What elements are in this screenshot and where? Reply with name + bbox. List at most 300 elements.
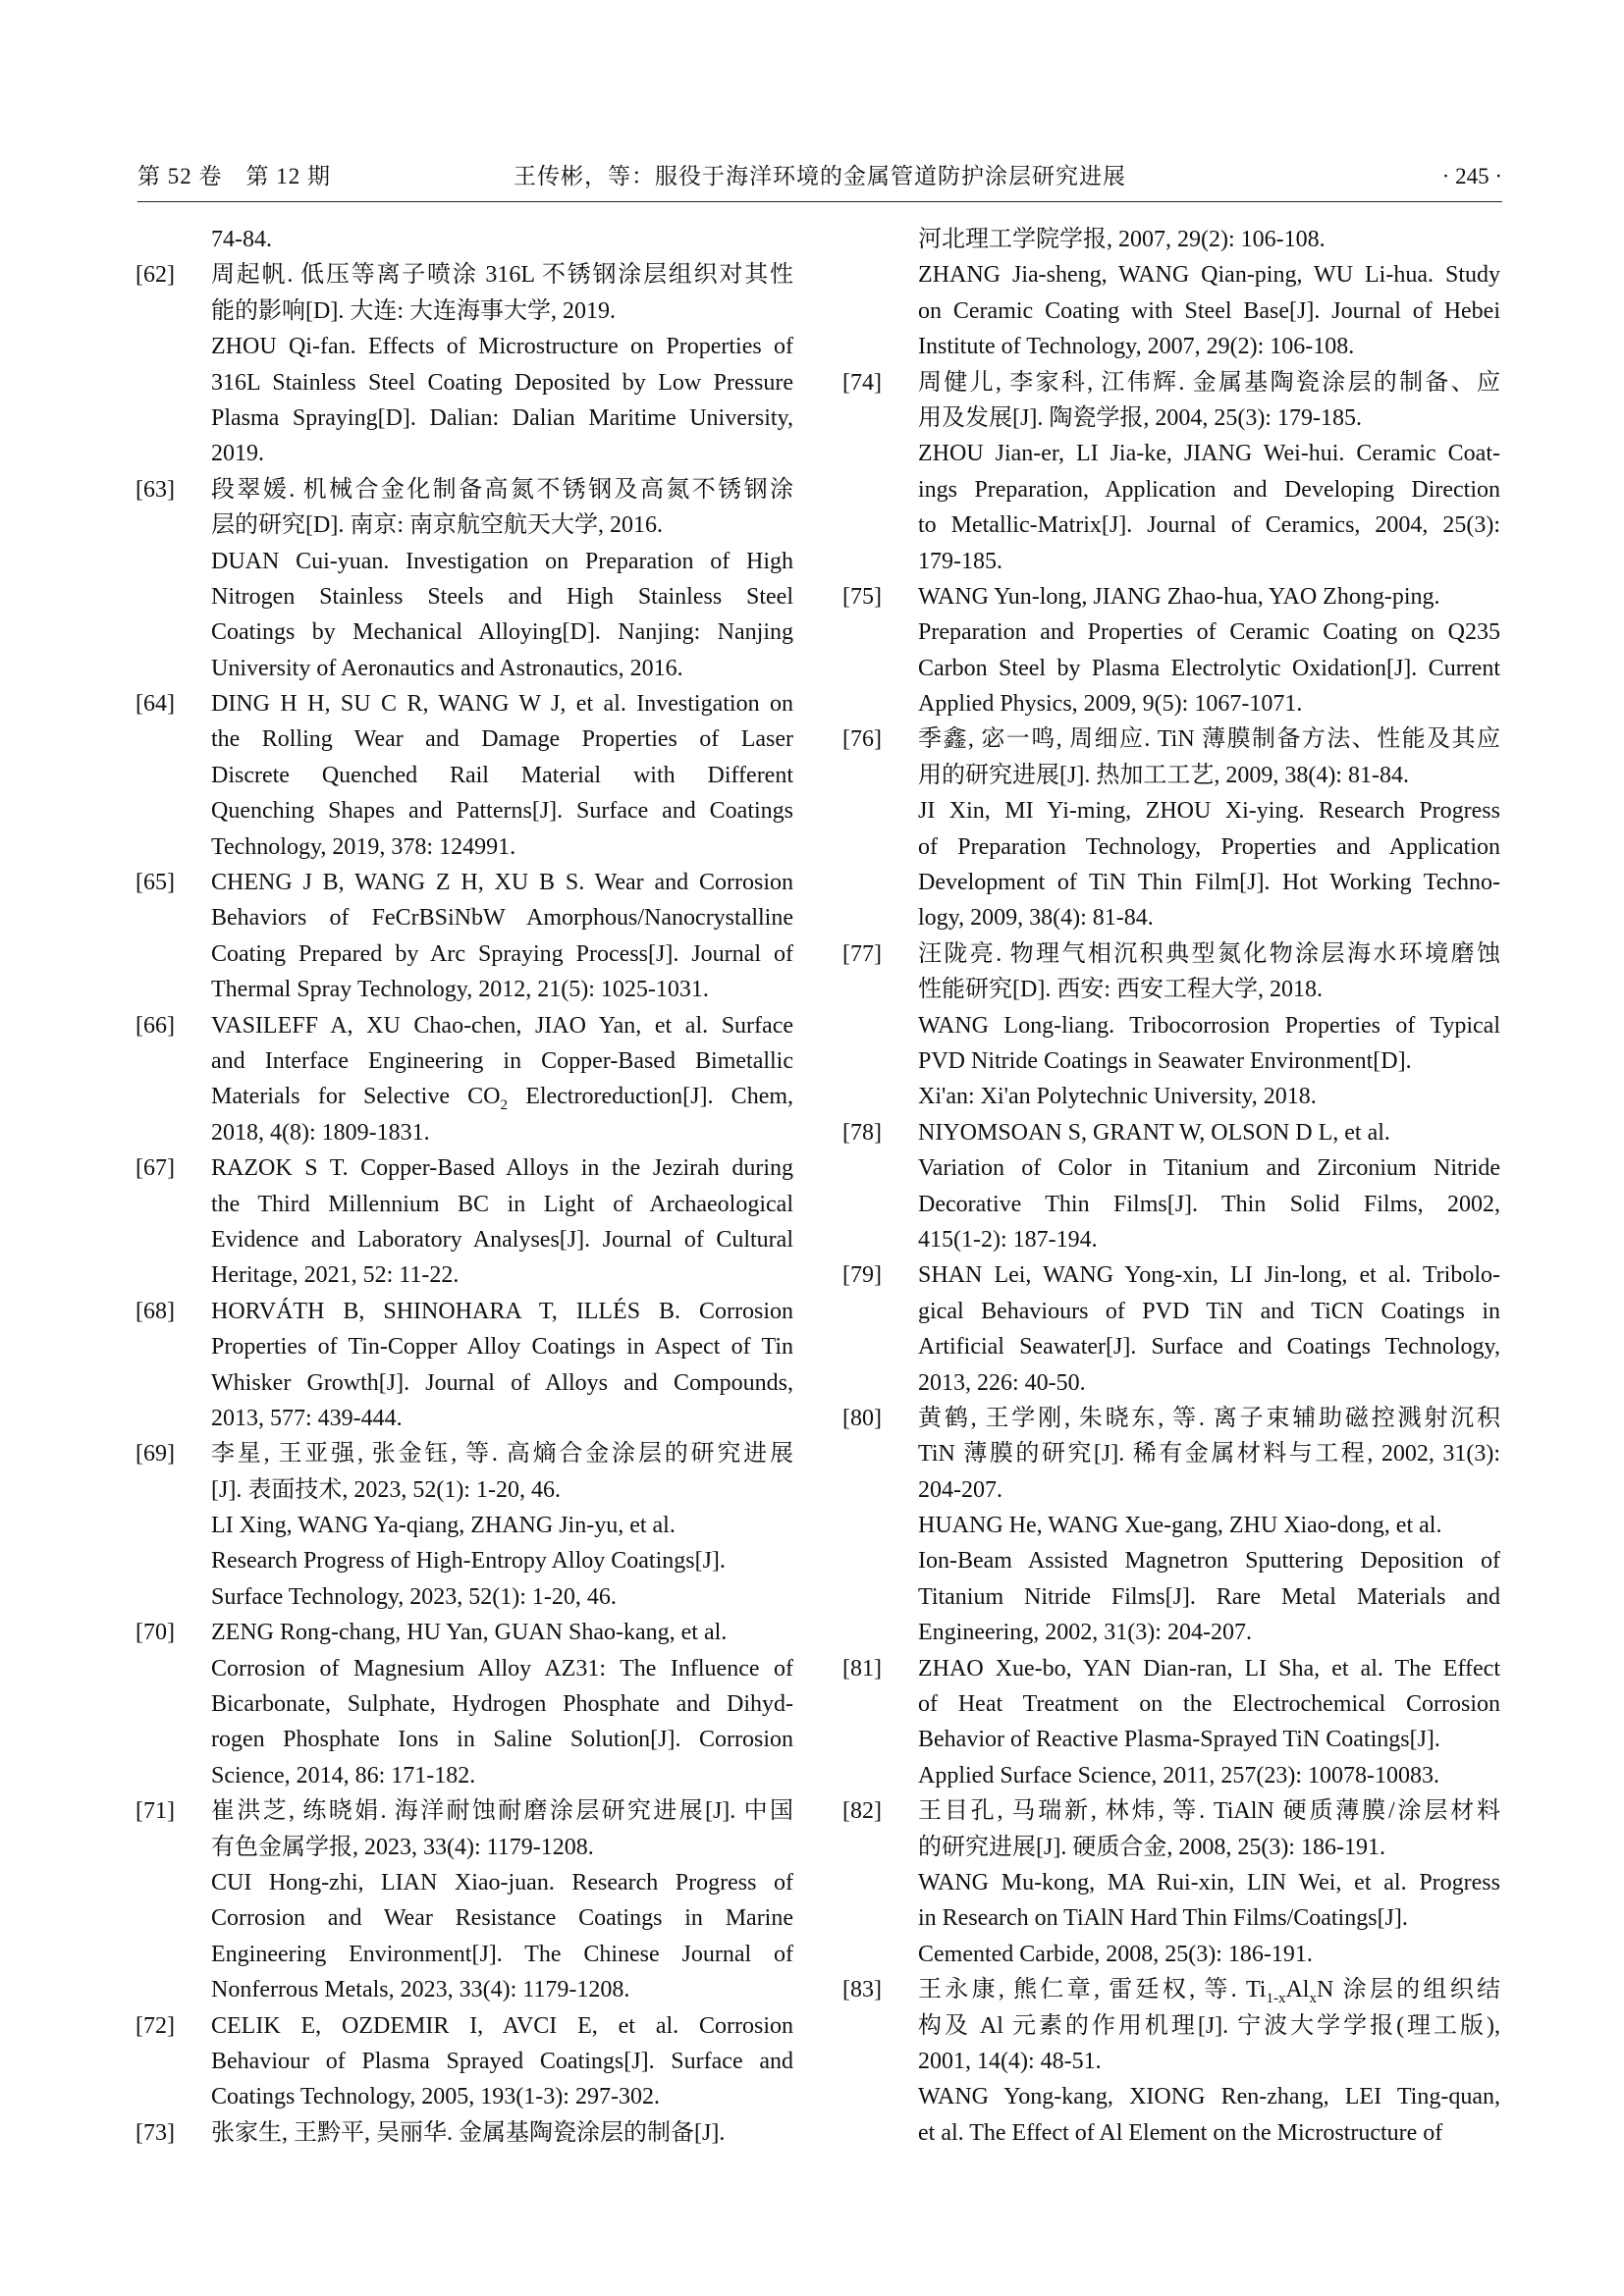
reference-line <box>842 1579 1500 1615</box>
reference-text-run: Discrete Quenched Rail Material with Different <box>211 762 793 788</box>
reference-text <box>918 579 1500 614</box>
reference-line <box>842 651 1500 686</box>
reference-text <box>211 365 793 400</box>
reference-line <box>842 936 1500 972</box>
reference-text <box>918 900 1500 935</box>
reference-line <box>135 1972 793 2007</box>
reference-text <box>211 1579 793 1615</box>
reference-text <box>211 1365 793 1401</box>
reference-text <box>211 507 793 543</box>
reference-text <box>211 972 793 1007</box>
reference-text-run: 李星, 王亚强, 张金钰, 等. 高熵合金涂层的研究进展 <box>211 1441 793 1468</box>
reference-line <box>135 400 793 436</box>
reference-text <box>918 865 1500 900</box>
reference-line <box>842 1900 1500 1936</box>
reference-text <box>211 579 793 614</box>
reference-line <box>135 1508 793 1543</box>
reference-text <box>918 1187 1500 1222</box>
reference-text <box>918 2044 1500 2079</box>
reference-text <box>918 2115 1500 2151</box>
reference-text-run: JI Xin, MI Yi-ming, ZHOU Xi-ying. Research Progress <box>918 798 1500 825</box>
reference-text-run: the Third Millennium BC in Light of Archaeological <box>211 1191 793 1217</box>
reference-text-run: Applied Surface Science, 2011, 257(23): 10078-10083. <box>918 1762 1439 1789</box>
reference-text-run: HUANG He, WANG Xue-gang, ZHU Xiao-dong, et al. <box>918 1513 1442 1539</box>
reference-line <box>135 2115 793 2151</box>
reference-text <box>211 829 793 865</box>
reference-text-run: TiN 薄膜的研究[J]. 稀有金属材料与工程, 2002, 31(3): <box>918 1441 1500 1468</box>
reference-text <box>918 365 1500 400</box>
reference-text <box>918 1508 1500 1543</box>
reference-text-run: Properties of Tin-Copper Alloy Coatings in Aspect of Tin <box>211 1334 793 1361</box>
reference-text <box>211 1722 793 1757</box>
reference-text <box>211 1686 793 1722</box>
reference-number: [77] <box>842 940 882 967</box>
reference-line <box>842 1722 1500 1757</box>
reference-text-run: HORVÁTH B, SHINOHARA T, ILLÉS B. Corrosion <box>211 1298 793 1324</box>
reference-text <box>918 1365 1500 1401</box>
reference-text-run: 有色金属学报, 2023, 33(4): 1179-1208. <box>211 1834 594 1860</box>
reference-text <box>918 758 1500 793</box>
reference-text <box>211 436 793 471</box>
reference-text <box>211 294 793 329</box>
reference-line <box>135 651 793 686</box>
reference-text <box>918 1686 1500 1722</box>
reference-number: [68] <box>135 1298 175 1324</box>
reference-text-run: 张家生, 王黔平, 吴丽华. 金属基陶瓷涂层的制备[J]. <box>211 2119 726 2146</box>
reference-line <box>842 544 1500 579</box>
reference-text-run: CELIK E, OZDEMIR I, AVCI E, et al. Corrosion <box>211 2012 793 2039</box>
reference-number: [71] <box>135 1798 175 1825</box>
reference-text <box>211 1115 793 1150</box>
reference-line <box>135 1472 793 1508</box>
reference-text-run: 用的研究进展[J]. 热加工工艺, 2009, 38(4): 81-84. <box>918 762 1409 788</box>
reference-text <box>211 1222 793 1257</box>
reference-text-run: Science, 2014, 86: 171-182. <box>211 1762 476 1789</box>
reference-text-run: Bicarbonate, Sulphate, Hydrogen Phosphate and Dihyd- <box>211 1691 793 1718</box>
reference-line <box>135 1651 793 1686</box>
reference-text-run: 黄鹤, 王学刚, 朱晓东, 等. 离子束辅助磁控溅射沉积 <box>918 1405 1500 1431</box>
reference-text <box>211 1187 793 1222</box>
reference-text <box>211 1615 793 1650</box>
reference-text <box>211 1436 793 1471</box>
reference-text-run: Titanium Nitride Films[J]. Rare Metal Materials and <box>918 1583 1500 1610</box>
reference-line <box>135 1329 793 1364</box>
reference-text <box>918 1436 1500 1471</box>
reference-text <box>918 329 1500 364</box>
reference-text <box>918 1008 1500 1043</box>
reference-text-run: Surface Technology, 2023, 52(1): 1-20, 46. <box>211 1583 617 1610</box>
reference-line <box>135 936 793 972</box>
reference-text <box>211 1294 793 1329</box>
reference-text-run: Engineering Environment[J]. The Chinese Journal of <box>211 1941 793 1967</box>
reference-line <box>842 294 1500 329</box>
reference-text <box>211 1900 793 1936</box>
reference-text <box>918 1793 1500 1829</box>
reference-text-run: 性能研究[D]. 西安: 西安工程大学, 2018. <box>918 977 1323 1003</box>
reference-number: [72] <box>135 2012 175 2039</box>
references-left-column <box>135 222 793 2151</box>
reference-text-run: Electroreduction[J]. Chem, <box>508 1084 793 1110</box>
reference-line <box>135 436 793 471</box>
reference-text <box>918 1115 1500 1150</box>
reference-text <box>211 329 793 364</box>
reference-line <box>842 1294 1500 1329</box>
reference-text-run: VASILEFF A, XU Chao-chen, JIAO Yan, et al. Surface <box>211 1012 793 1039</box>
reference-text-run: Institute of Technology, 2007, 29(2): 106-108. <box>918 334 1355 360</box>
reference-text <box>211 1543 793 1578</box>
reference-line <box>135 1043 793 1079</box>
reference-text <box>211 1257 793 1293</box>
reference-line <box>135 1793 793 1829</box>
reference-line <box>135 1758 793 1793</box>
reference-line <box>135 365 793 400</box>
reference-text-run: WANG Yong-kang, XIONG Ren-zhang, LEI Ting-quan, <box>918 2084 1500 2110</box>
reference-line <box>135 1294 793 1329</box>
reference-line <box>842 1043 1500 1079</box>
reference-text-run: the Rolling Wear and Damage Properties of Laser <box>211 726 793 753</box>
reference-text <box>211 1865 793 1900</box>
reference-line <box>842 1508 1500 1543</box>
reference-line <box>135 1257 793 1293</box>
reference-number: [67] <box>135 1155 175 1182</box>
reference-line <box>842 900 1500 935</box>
reference-line <box>135 2008 793 2044</box>
reference-text-run: Applied Physics, 2009, 9(5): 1067-1071. <box>918 691 1303 718</box>
reference-line <box>135 793 793 828</box>
reference-text-run: gical Behaviours of PVD TiN and TiCN Coatings in <box>918 1298 1500 1324</box>
reference-line <box>842 1079 1500 1114</box>
reference-text <box>918 972 1500 1007</box>
reference-text <box>918 1937 1500 1972</box>
reference-line <box>842 579 1500 614</box>
reference-line <box>842 1257 1500 1293</box>
reference-text <box>211 1401 793 1436</box>
reference-line <box>842 793 1500 828</box>
reference-text-run: Nitrogen Stainless Steels and High Stainless Steel <box>211 583 793 610</box>
reference-text-run: NIYOMSOAN S, GRANT W, OLSON D L, et al. <box>918 1119 1390 1146</box>
reference-text-run: 崔洪芝, 练晓娟. 海洋耐蚀耐磨涂层研究进展[J]. 中国 <box>211 1798 793 1825</box>
reference-line <box>842 1365 1500 1401</box>
reference-text-run: 季鑫, 宓一鸣, 周细应. TiN 薄膜制备方法、性能及其应 <box>918 726 1500 753</box>
references-right-column <box>842 222 1500 2151</box>
reference-number: [81] <box>842 1655 882 1682</box>
reference-text <box>211 400 793 436</box>
reference-line <box>842 1329 1500 1364</box>
reference-text <box>211 758 793 793</box>
reference-text-run: Behaviour of Plasma Sprayed Coatings[J]. Surface and <box>211 2048 793 2074</box>
reference-number: [78] <box>842 1119 882 1146</box>
reference-text-run: Artificial Seawater[J]. Surface and Coatings Technology, <box>918 1334 1500 1361</box>
reference-text-run: logy, 2009, 38(4): 81-84. <box>918 905 1154 932</box>
subscript: 1-x <box>1266 1990 1286 2006</box>
reference-line <box>135 1543 793 1578</box>
reference-line <box>135 1079 793 1114</box>
reference-number: [65] <box>135 870 175 896</box>
reference-number: [76] <box>842 726 882 753</box>
reference-text <box>918 507 1500 543</box>
reference-number: [79] <box>842 1262 882 1289</box>
reference-text-run: to Metallic-Matrix[J]. Journal of Ceramics, 2004, 25(3): <box>918 512 1500 539</box>
reference-line <box>135 1830 793 1865</box>
reference-text-run: of Heat Treatment on the Electrochemical Corrosion <box>918 1691 1500 1718</box>
reference-line <box>135 1937 793 1972</box>
reference-text-run: Corrosion of Magnesium Alloy AZ31: The Influence of <box>211 1655 793 1682</box>
reference-line <box>135 1436 793 1471</box>
reference-text <box>918 1401 1500 1436</box>
reference-text-run: ZENG Rong-chang, HU Yan, GUAN Shao-kang, et al. <box>211 1620 728 1646</box>
reference-line <box>842 1793 1500 1829</box>
reference-line <box>842 222 1500 257</box>
reference-text <box>918 222 1500 257</box>
reference-text <box>211 544 793 579</box>
reference-line <box>842 1830 1500 1865</box>
reference-text <box>211 1793 793 1829</box>
reference-text-run: WANG Yun-long, JIANG Zhao-hua, YAO Zhong-ping. <box>918 583 1440 610</box>
running-header <box>137 157 1502 196</box>
reference-line <box>842 1115 1500 1150</box>
reference-number: [82] <box>842 1798 882 1825</box>
reference-text <box>918 1294 1500 1329</box>
reference-text-run: Al <box>1285 1977 1310 2003</box>
reference-text <box>211 2115 793 2151</box>
reference-text <box>918 793 1500 828</box>
reference-text <box>211 1079 793 1114</box>
reference-text <box>211 1329 793 1364</box>
reference-line <box>842 1187 1500 1222</box>
reference-text-run: ZHOU Jian-er, LI Jia-ke, JIANG Wei-hui. Ceramic Coat- <box>918 441 1500 467</box>
reference-text-run: 周起帆. 低压等离子喷涂 316L 不锈钢涂层组织对其性 <box>211 262 793 289</box>
reference-line <box>135 1686 793 1722</box>
reference-line <box>842 1150 1500 1186</box>
reference-line <box>842 1615 1500 1650</box>
reference-text-run: ZHANG Jia-sheng, WANG Qian-ping, WU Li-hua. Study <box>918 262 1500 289</box>
reference-line <box>135 614 793 650</box>
reference-text-run: Behavior of Reactive Plasma-Sprayed TiN Coatings[J]. <box>918 1727 1440 1753</box>
reference-text-run: N 涂层的组织结 <box>1316 1977 1500 2003</box>
reference-number: [75] <box>842 583 882 610</box>
reference-text <box>211 1972 793 2007</box>
reference-line <box>842 1937 1500 1972</box>
reference-text <box>918 2008 1500 2044</box>
reference-number: [62] <box>135 262 175 289</box>
page-number: · 245 · <box>1441 164 1502 188</box>
reference-line <box>135 1900 793 1936</box>
reference-number: [83] <box>842 1977 882 2003</box>
reference-line <box>842 1651 1500 1686</box>
reference-text <box>918 1472 1500 1508</box>
reference-text-run: 2001, 14(4): 48-51. <box>918 2048 1102 2074</box>
reference-line <box>135 1115 793 1150</box>
reference-text <box>211 222 793 257</box>
reference-line <box>135 294 793 329</box>
reference-text <box>918 1257 1500 1293</box>
reference-text-run: Ion-Beam Assisted Magnetron Sputtering Deposition of <box>918 1548 1500 1575</box>
reference-text <box>918 1043 1500 1079</box>
reference-text <box>918 829 1500 865</box>
reference-line <box>842 1222 1500 1257</box>
reference-text <box>211 1043 793 1079</box>
reference-line <box>842 472 1500 507</box>
reference-line <box>842 614 1500 650</box>
reference-text-run: Development of TiN Thin Film[J]. Hot Working Techno- <box>918 870 1500 896</box>
reference-text-run: Coatings Technology, 2005, 193(1-3): 297-302. <box>211 2084 660 2110</box>
reference-text-run: CHENG J B, WANG Z H, XU B S. Wear and Corrosion <box>211 870 793 896</box>
reference-text-run: Heritage, 2021, 52: 11-22. <box>211 1262 460 1289</box>
reference-text-run: 2013, 577: 439-444. <box>211 1405 403 1431</box>
reference-text <box>918 472 1500 507</box>
reference-line <box>135 1222 793 1257</box>
reference-text-run: LI Xing, WANG Ya-qiang, ZHANG Jin-yu, et al. <box>211 1513 676 1539</box>
reference-text-run: Decorative Thin Films[J]. Thin Solid Films, 2002, <box>918 1191 1500 1217</box>
reference-text-run: Variation of Color in Titanium and Zirconium Nitride <box>918 1155 1500 1182</box>
reference-line <box>135 257 793 293</box>
reference-text-run: 316L Stainless Steel Coating Deposited by Low Pressure <box>211 369 793 396</box>
reference-line <box>135 1579 793 1615</box>
reference-line <box>842 1543 1500 1578</box>
reference-line <box>135 758 793 793</box>
reference-text <box>918 1543 1500 1578</box>
reference-text <box>211 472 793 507</box>
reference-line <box>842 1436 1500 1471</box>
reference-text-run: 2019. <box>211 441 264 467</box>
reference-text <box>918 686 1500 721</box>
reference-line <box>842 257 1500 293</box>
reference-line <box>842 1758 1500 1793</box>
reference-line <box>135 1008 793 1043</box>
reference-text-run: WANG Mu-kong, MA Rui-xin, LIN Wei, et al. Progress <box>918 1869 1500 1896</box>
reference-line <box>135 1722 793 1757</box>
reference-line <box>842 1008 1500 1043</box>
reference-text-run: 2018, 4(8): 1809-1831. <box>211 1119 430 1146</box>
reference-line <box>135 829 793 865</box>
reference-text-run: and Interface Engineering in Copper-Based Bimetallic <box>211 1047 793 1074</box>
reference-text <box>918 544 1500 579</box>
reference-text <box>211 865 793 900</box>
reference-text-run: DING H H, SU C R, WANG W J, et al. Investigation on <box>211 691 793 718</box>
reference-text <box>211 1758 793 1793</box>
reference-text <box>211 1830 793 1865</box>
reference-text-run: WANG Long-liang. Tribocorrosion Properties of Typical <box>918 1012 1500 1039</box>
reference-text <box>211 257 793 293</box>
reference-line <box>842 1686 1500 1722</box>
header-rule <box>137 201 1502 202</box>
reference-text-run: on Ceramic Coating with Steel Base[J]. Journal of Hebei <box>918 297 1500 324</box>
reference-text-run: University of Aeronautics and Astronautics, 2016. <box>211 655 683 681</box>
reference-text-run: RAZOK S T. Copper-Based Alloys in the Jezirah during <box>211 1155 793 1182</box>
reference-text-run: 的研究进展[J]. 硬质合金, 2008, 25(3): 186-191. <box>918 1834 1385 1860</box>
reference-line <box>842 436 1500 471</box>
reference-number: [70] <box>135 1620 175 1646</box>
reference-text <box>918 1758 1500 1793</box>
reference-text <box>918 1150 1500 1186</box>
reference-text-run: 74-84. <box>211 227 272 252</box>
reference-line <box>135 1150 793 1186</box>
reference-text-run: PVD Nitride Coatings in Seawater Environment[D]. <box>918 1047 1412 1074</box>
reference-line <box>842 1865 1500 1900</box>
reference-text-run: DUAN Cui-yuan. Investigation on Preparation of High <box>211 548 793 574</box>
reference-line <box>135 1865 793 1900</box>
reference-text <box>211 1651 793 1686</box>
reference-line <box>842 1472 1500 1508</box>
reference-text <box>918 1222 1500 1257</box>
reference-text <box>918 1615 1500 1650</box>
reference-line <box>135 972 793 1007</box>
reference-line <box>842 972 1500 1007</box>
reference-text-run: SHAN Lei, WANG Yong-xin, LI Jin-long, et al. Tribolo- <box>918 1262 1500 1289</box>
reference-text <box>211 793 793 828</box>
running-title: 王传彬，等：服役于海洋环境的金属管道防护涂层研究进展 <box>514 164 1126 188</box>
reference-line <box>135 865 793 900</box>
reference-text-run: Evidence and Laboratory Analyses[J]. Journal of Cultural <box>211 1226 793 1253</box>
reference-text <box>211 2008 793 2044</box>
reference-line <box>135 472 793 507</box>
reference-line <box>842 721 1500 757</box>
reference-line <box>135 579 793 614</box>
reference-text-run: 能的影响[D]. 大连: 大连海事大学, 2019. <box>211 297 616 324</box>
reference-text-run: rogen Phosphate Ions in Saline Solution[J]. Corrosion <box>211 1727 793 1753</box>
reference-line <box>842 1972 1500 2007</box>
reference-line <box>135 1615 793 1650</box>
reference-text-run: 王目孔, 马瑞新, 林炜, 等. TiAlN 硬质薄膜/涂层材料 <box>918 1798 1500 1825</box>
reference-text <box>918 1972 1500 2007</box>
reference-number: [66] <box>135 1012 175 1039</box>
reference-text-run: 河北理工学院学报, 2007, 29(2): 106-108. <box>918 227 1326 252</box>
reference-text <box>211 651 793 686</box>
reference-text-run: Carbon Steel by Plasma Electrolytic Oxidation[J]. Current <box>918 655 1500 681</box>
reference-text-run: ZHOU Qi-fan. Effects of Microstructure on Properties of <box>211 334 793 360</box>
reference-text-run: 构及 Al 元素的作用机理[J]. 宁波大学学报(理工版), <box>918 2012 1500 2039</box>
reference-text-run: Plasma Spraying[D]. Dalian: Dalian Maritime University, <box>211 404 793 431</box>
reference-line <box>842 865 1500 900</box>
reference-text-run: Materials for Selective CO <box>211 1084 501 1110</box>
reference-text <box>918 400 1500 436</box>
reference-text-run: 2013, 226: 40-50. <box>918 1369 1086 1396</box>
reference-line <box>135 544 793 579</box>
reference-text <box>918 294 1500 329</box>
reference-text-run: et al. The Effect of Al Element on the Microstructure of <box>918 2119 1443 2146</box>
reference-line <box>135 2079 793 2114</box>
reference-text-run: 汪陇亮. 物理气相沉积典型氮化物涂层海水环境磨蚀 <box>918 940 1500 967</box>
reference-text <box>211 1472 793 1508</box>
reference-text <box>918 1900 1500 1936</box>
reference-text-run: 段翠媛. 机械合金化制备高氮不锈钢及高氮不锈钢涂 <box>211 476 793 503</box>
reference-text-run: Quenching Shapes and Patterns[J]. Surface and Coatings <box>211 798 793 825</box>
reference-line <box>842 686 1500 721</box>
reference-text <box>211 1150 793 1186</box>
reference-text <box>211 614 793 650</box>
reference-text <box>918 651 1500 686</box>
reference-text <box>211 900 793 935</box>
reference-line <box>135 1187 793 1222</box>
reference-text-run: Cemented Carbide, 2008, 25(3): 186-191. <box>918 1941 1313 1967</box>
reference-number: [73] <box>135 2119 175 2146</box>
reference-text <box>918 1329 1500 1364</box>
reference-text-run: Behaviors of FeCrBSiNbW Amorphous/Nanocrystalline <box>211 905 793 932</box>
reference-text <box>918 1651 1500 1686</box>
reference-text-run: [J]. 表面技术, 2023, 52(1): 1-20, 46. <box>211 1476 561 1503</box>
reference-text-run: of Preparation Technology, Properties and Application <box>918 833 1500 860</box>
reference-line <box>842 507 1500 543</box>
reference-text <box>211 1508 793 1543</box>
reference-line <box>135 686 793 721</box>
reference-line <box>135 2044 793 2079</box>
reference-text-run: 层的研究[D]. 南京: 南京航空航天大学, 2016. <box>211 512 663 539</box>
reference-text-run: Xi'an: Xi'an Polytechnic University, 2018. <box>918 1084 1317 1110</box>
reference-text <box>918 1830 1500 1865</box>
reference-number: [69] <box>135 1441 175 1468</box>
reference-text-run: Thermal Spray Technology, 2012, 21(5): 1025-1031. <box>211 977 709 1003</box>
reference-line <box>842 2044 1500 2079</box>
